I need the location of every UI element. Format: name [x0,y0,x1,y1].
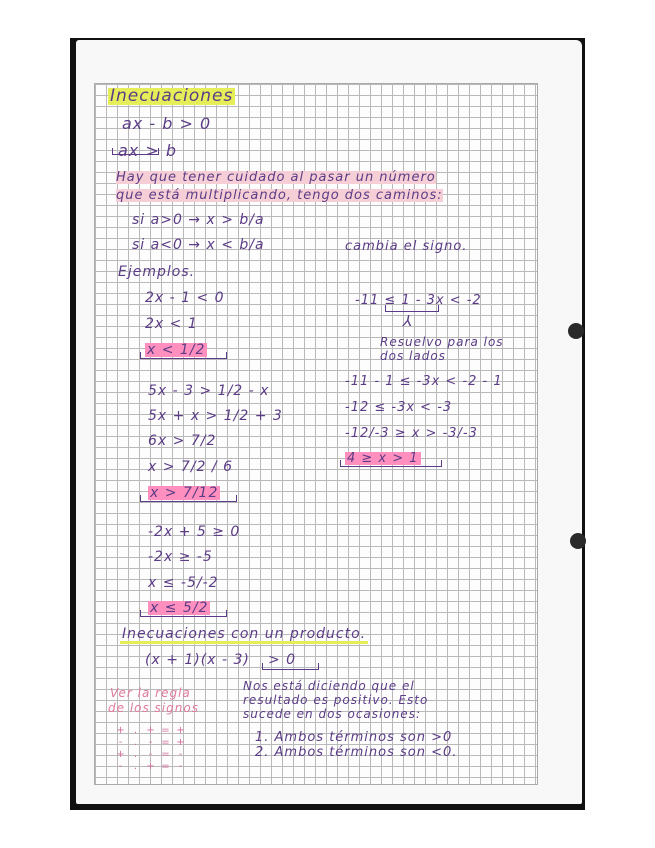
example4-note: dos lados [380,349,446,363]
example3-result: x ≤ 5/2 [150,600,209,616]
underline-bracket [385,305,439,312]
binder-hole-icon [568,323,584,339]
examples-heading: Ejemplos. [118,264,196,280]
example2-line: 5x - 3 > 1/2 - x [148,383,270,399]
product-note: resultado es positivo. Esto [243,693,429,707]
result-bracket [140,495,237,502]
sign-rule-label: Ver la regla [110,686,191,700]
sign-table-cell: - [178,749,183,760]
case-positive: si a>0 → x > b/a [132,212,265,228]
sign-table-cell: - [118,761,123,772]
intro-inequality: ax - b > 0 [122,114,212,133]
product-case: 2. Ambos términos son <0. [255,745,458,760]
sign-table-cell: . [133,761,138,772]
sign-table-cell: + [116,749,125,760]
sign-table-cell: - [118,737,123,748]
page-title: Inecuaciones [110,86,234,106]
sign-table-cell: . [133,737,138,748]
example4-line: -11 ≤ 1 - 3x < -2 [355,293,482,308]
example1-result: x < 1/2 [147,342,206,358]
example2-line: 5x + x > 1/2 + 3 [148,408,283,424]
sign-table-cell: = [161,725,170,736]
example2-line: 6x > 7/2 [148,433,217,449]
sign-table-cell: - [148,737,153,748]
sign-table-row [115,761,186,773]
product-note: sucede en dos ocasiones: [243,707,421,721]
sign-table-cell: . [133,749,138,760]
sign-table-cell: - [148,749,153,760]
underline-bracket [262,663,319,670]
example1-line: 2x - 1 < 0 [145,290,225,306]
sign-table-row [115,725,186,737]
example2-result: x > 7/12 [150,485,219,501]
example4-line: -11 - 1 ≤ -3x < -2 - 1 [345,374,503,389]
product-case: 1. Ambos términos son >0 [255,730,453,745]
underline-bracket [112,148,159,155]
product-expression-relation: > 0 [268,652,297,668]
intro-note-line: que está multiplicando, tengo dos caminos: [116,188,443,203]
product-expression: (x + 1)(x - 3) [145,652,250,668]
example2-line: x > 7/2 / 6 [148,459,233,475]
product-section-heading: Inecuaciones con un producto. [122,626,367,642]
sign-rule-label: de los signos [108,701,199,715]
sign-table-row [115,737,186,749]
case-negative: si a<0 → x < b/a [132,237,265,253]
intro-simplified: ax > b [118,141,178,160]
example4-line: -12 ≤ -3x < -3 [345,400,453,415]
example1-line: 2x < 1 [145,316,198,332]
sign-table-cell: = [161,737,170,748]
sign-table-row [115,749,186,761]
example4-result: 4 ≥ x > 1 [347,451,419,466]
sign-table-cell: + [116,725,125,736]
sign-table-cell: - [178,761,183,772]
sign-table-cell: + [176,725,185,736]
product-note: Nos está diciendo que el [243,679,415,693]
result-bracket [140,352,227,359]
result-bracket [340,460,442,467]
arrow-icon: ⅄ [403,312,414,330]
example3-line: x ≤ -5/-2 [148,575,219,591]
binder-hole-icon [570,533,586,549]
sign-rule-table [115,725,186,773]
example3-line: -2x + 5 ≥ 0 [148,524,241,540]
sign-table-cell: + [146,725,155,736]
sign-table-cell: + [176,737,185,748]
result-bracket [140,610,227,617]
sign-table-cell: = [161,749,170,760]
case-negative-note: cambia el signo. [345,239,468,254]
sign-table-cell: + [146,761,155,772]
sign-table-cell: . [133,725,138,736]
sign-table-cell: = [161,761,170,772]
example4-note: Resuelvo para los [380,335,504,349]
example4-line: -12/-3 ≥ x > -3/-3 [345,426,478,441]
intro-note-line: Hay que tener cuidado al pasar un número [116,170,436,185]
example3-line: -2x ≥ -5 [148,549,213,565]
